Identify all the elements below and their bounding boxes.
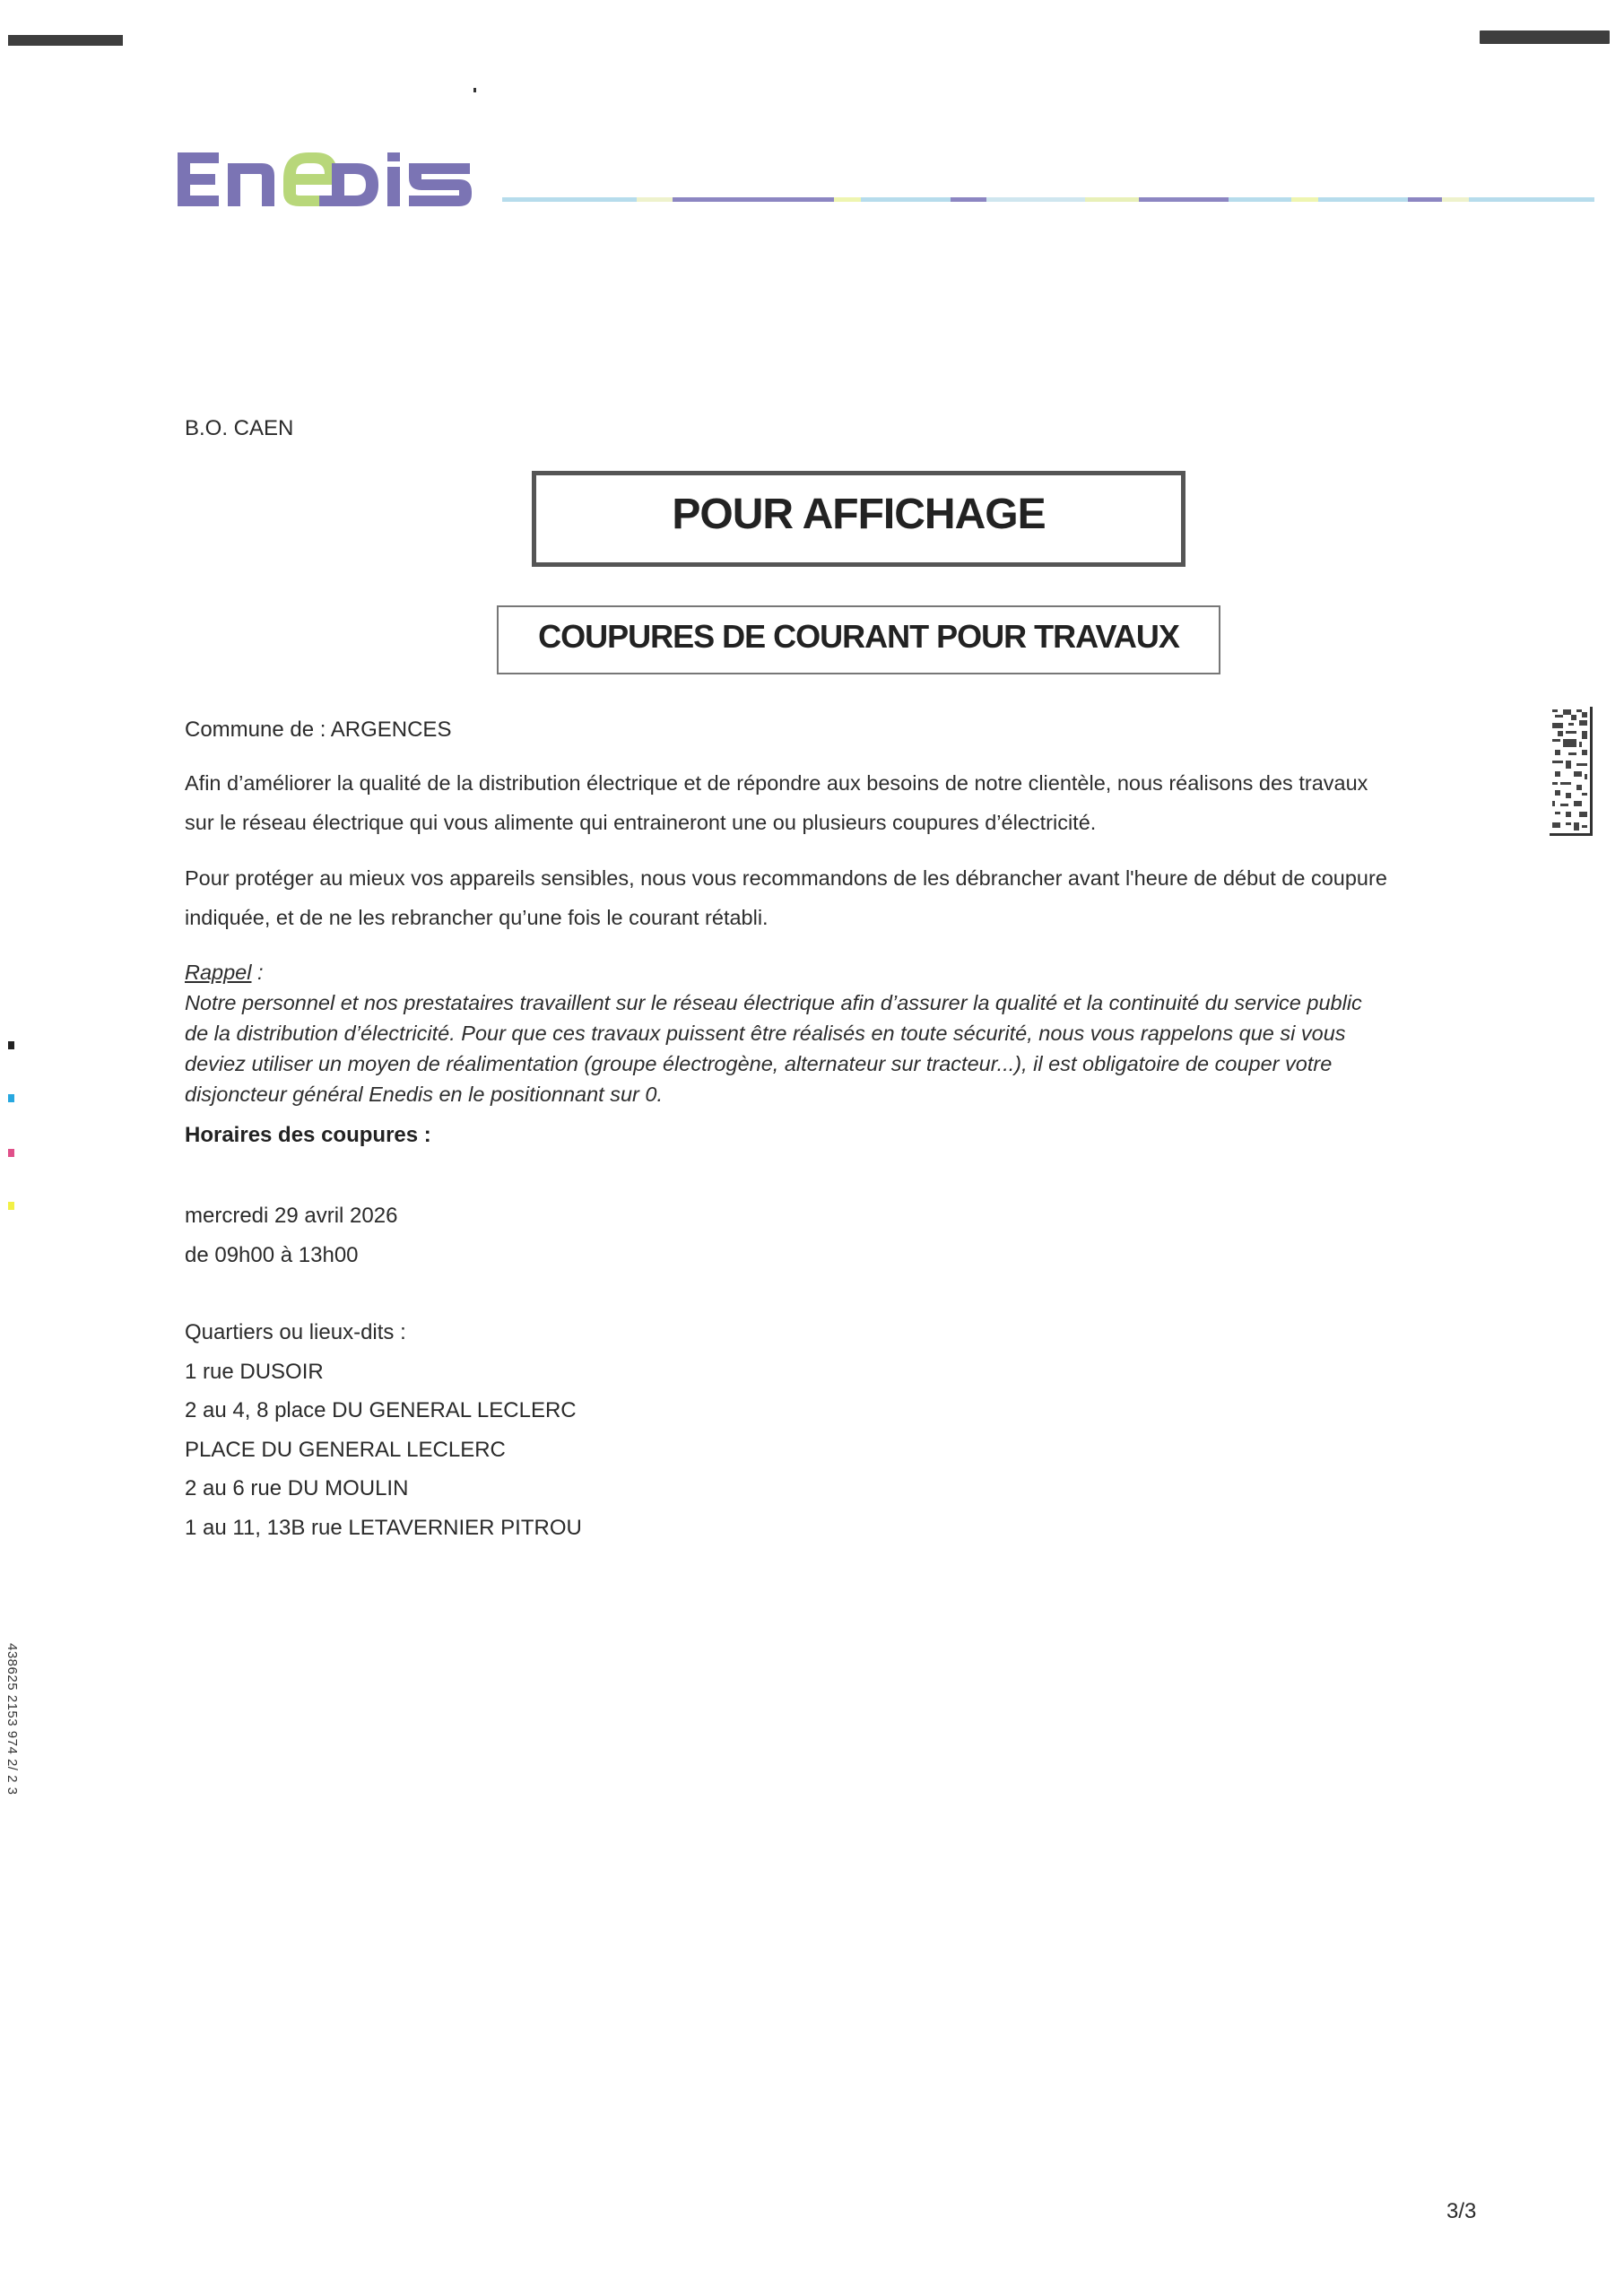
rappel-label: Rappel [185, 961, 252, 984]
margin-tracking-code: 438625 2153 974 2/ 2 3 [4, 1643, 20, 1796]
location-item: 2 au 6 rue DU MOULIN [185, 1476, 409, 1500]
page-number: 3/3 [1446, 2199, 1477, 2223]
datamatrix-code-icon [1550, 707, 1593, 836]
intro-paragraph [185, 763, 1485, 842]
location-item: PLACE DU GENERAL LECLERC [185, 1437, 506, 1462]
color-patch-magenta [8, 1149, 14, 1157]
location-item: 2 au 4, 8 place DU GENERAL LECLERC [185, 1398, 577, 1422]
intro-line: Afin d’améliorer la qualité de la distribution électrique et de répondre aux besoins de notre clientèle, nous réalisons des travaux [185, 771, 1368, 795]
rappel-heading: Rappel : [185, 961, 264, 984]
scanner-mark-left [8, 35, 123, 46]
enedis-logo [174, 149, 479, 210]
schedule-date: mercredi 29 avril 2026 [185, 1204, 398, 1228]
advice-line: indiquée, et de ne les rebrancher qu’une fois le courant rétabli. [185, 906, 769, 929]
title-box-main [532, 471, 1185, 567]
enedis-logo-icon [174, 149, 479, 210]
color-patch-cyan [8, 1094, 14, 1102]
intro-line: sur le réseau électrique qui vous alimente qui entraineront une ou plusieurs coupures d’électricité. [185, 811, 1097, 834]
rappel-line: Notre personnel et nos prestataires travaillent sur le réseau électrique afin d’assurer la qualité et la continuité du service public [185, 991, 1362, 1014]
rappel-line: disjoncteur général Enedis en le positionnant sur 0. [185, 1083, 664, 1106]
color-patch-yellow [8, 1202, 14, 1210]
location-item: 1 rue DUSOIR [185, 1359, 324, 1384]
rappel-line: de la distribution d’électricité. Pour que ces travaux puissent être réalisés en toute sécurité, nous vous rappelons que si vous [185, 1022, 1346, 1045]
title-sub: COUPURES DE COURANT POUR TRAVAUX [538, 618, 1179, 655]
rappel-block [185, 957, 1362, 1109]
locations-block [185, 1313, 582, 1547]
location-item: 1 au 11, 13B rue LETAVERNIER PITROU [185, 1515, 582, 1540]
title-main: POUR AFFICHAGE [672, 491, 1046, 538]
title-box-sub [497, 605, 1220, 674]
schedule-time: de 09h00 à 13h00 [185, 1243, 359, 1267]
sender-office: B.O. CAEN [185, 416, 294, 440]
schedule-block [185, 1196, 397, 1275]
advice-paragraph [185, 858, 1485, 937]
scanner-mark-right [1480, 30, 1610, 44]
logo-color-rule [502, 197, 1612, 202]
color-patch-black [8, 1041, 14, 1049]
advice-line: Pour protéger au mieux vos appareils sensibles, nous vous recommandons de les débrancher avant l'heure de début de coupure [185, 866, 1387, 890]
scan-speck [473, 88, 476, 92]
rappel-line: deviez utiliser un moyen de réalimentation (groupe électrogène, alternateur sur tracteur...), il est obligatoire de couper votre [185, 1052, 1333, 1075]
commune-label: Commune de : ARGENCES [185, 718, 452, 742]
schedule-title: Horaires des coupures : [185, 1123, 431, 1147]
locations-title: Quartiers ou lieux-dits : [185, 1320, 406, 1344]
